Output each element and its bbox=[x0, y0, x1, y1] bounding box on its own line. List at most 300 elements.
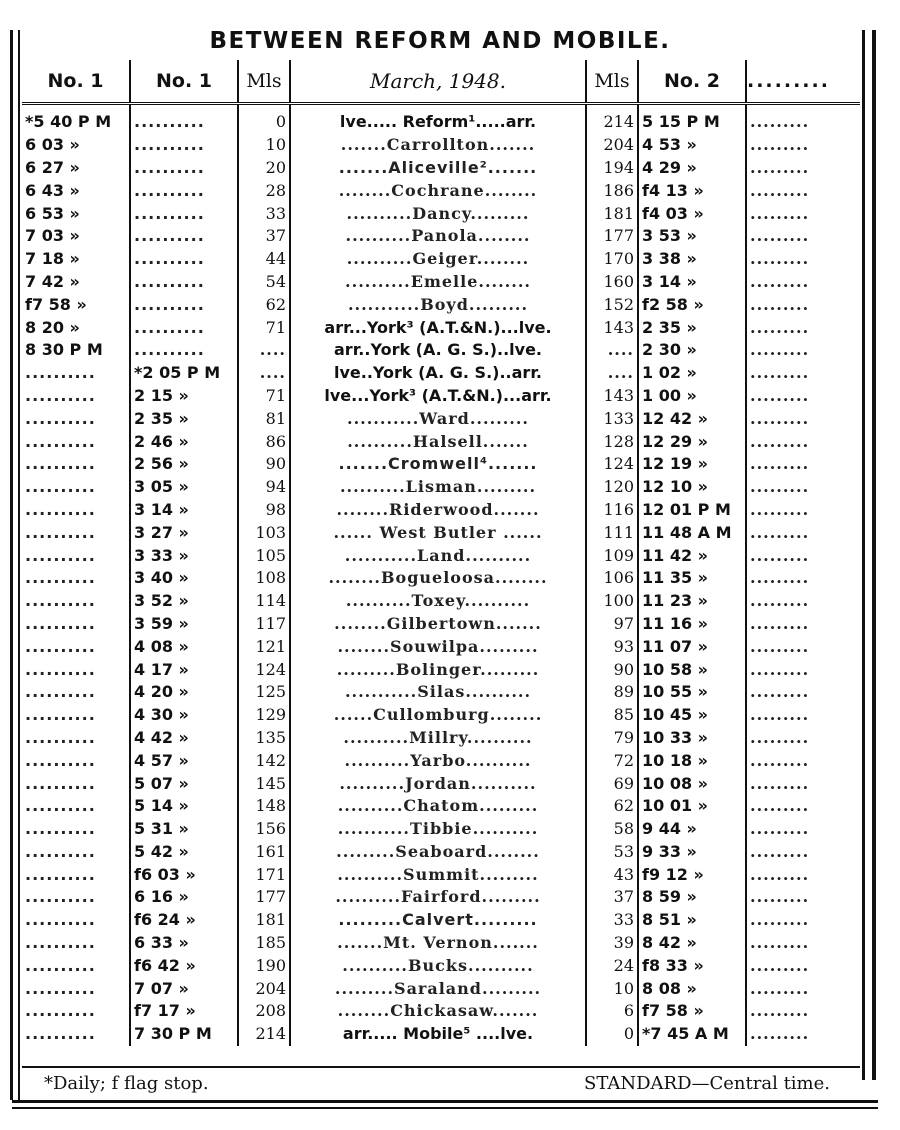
miles-from-mobile: 128 bbox=[586, 430, 638, 453]
train2-time: 3 53 » bbox=[638, 225, 746, 248]
miles-from-reform: 10 bbox=[238, 134, 290, 157]
miles-from-reform: 161 bbox=[238, 841, 290, 864]
miles-from-mobile: 143 bbox=[586, 316, 638, 339]
train2-time: 11 23 » bbox=[638, 590, 746, 613]
blank-column: ......... bbox=[750, 135, 810, 155]
header-no2: No. 2 bbox=[638, 60, 746, 104]
station-name: .........Saraland......... bbox=[290, 977, 586, 1000]
train1-time: .......... bbox=[22, 521, 130, 544]
miles-from-reform: 135 bbox=[238, 727, 290, 750]
miles-from-reform: 28 bbox=[238, 179, 290, 202]
station-name: ...........Ward......... bbox=[290, 407, 586, 430]
station-name: .........Calvert......... bbox=[290, 909, 586, 932]
miles-from-reform: 204 bbox=[238, 977, 290, 1000]
miles-from-mobile: 62 bbox=[586, 795, 638, 818]
header-no1-northbound: No. 1 bbox=[22, 60, 130, 104]
miles-from-reform: 71 bbox=[238, 316, 290, 339]
blank-column: ......... bbox=[750, 157, 810, 177]
train2-time: 1 00 » bbox=[638, 385, 746, 408]
train1-time: .......... bbox=[22, 886, 130, 909]
train2-time: 11 07 » bbox=[638, 635, 746, 658]
train2-time: 10 33 » bbox=[638, 727, 746, 750]
station-name: ..........Bucks.......... bbox=[290, 954, 586, 977]
miles-from-mobile: 177 bbox=[586, 225, 638, 248]
train1b-time: .......... bbox=[130, 316, 238, 339]
train2-time: 5 15 P M bbox=[638, 104, 746, 134]
blank-column: ......... bbox=[750, 499, 810, 519]
miles-from-mobile: 72 bbox=[586, 749, 638, 772]
miles-from-mobile: 106 bbox=[586, 567, 638, 590]
miles-from-mobile: 111 bbox=[586, 521, 638, 544]
station-name: ..........Emelle........ bbox=[290, 271, 586, 294]
train2-time: 1 02 » bbox=[638, 362, 746, 385]
table-row bbox=[22, 362, 860, 385]
blank-column: ......... bbox=[750, 978, 810, 998]
blank-column: ......... bbox=[750, 431, 810, 451]
blank-column: ......... bbox=[750, 727, 810, 747]
miles-from-mobile: 10 bbox=[586, 977, 638, 1000]
table-row bbox=[22, 658, 860, 681]
station-name: .......Mt. Vernon....... bbox=[290, 932, 586, 955]
miles-from-mobile: .... bbox=[586, 362, 638, 385]
blank-column: ......... bbox=[750, 477, 810, 497]
train2-time: 10 18 » bbox=[638, 749, 746, 772]
train1b-time: 3 05 » bbox=[130, 476, 238, 499]
station-name: ..........Yarbo.......... bbox=[290, 749, 586, 772]
station-name: arr..... Mobile⁵ ....lve. bbox=[290, 1023, 586, 1046]
station-name: ...........Tibbie.......... bbox=[290, 818, 586, 841]
station-name: ...........Boyd......... bbox=[290, 293, 586, 316]
blank-column: ......... bbox=[750, 841, 810, 861]
train2-time: 4 53 » bbox=[638, 134, 746, 157]
train2-time: 4 29 » bbox=[638, 157, 746, 180]
table-row bbox=[22, 225, 860, 248]
train2-time: 3 38 » bbox=[638, 248, 746, 271]
miles-from-mobile: 89 bbox=[586, 681, 638, 704]
train1b-time: 3 27 » bbox=[130, 521, 238, 544]
train1b-time: 4 20 » bbox=[130, 681, 238, 704]
station-name: ...... West Butler ...... bbox=[290, 521, 586, 544]
train1-time: .......... bbox=[22, 1023, 130, 1046]
blank-column: ......... bbox=[750, 203, 810, 223]
train1b-time: 3 40 » bbox=[130, 567, 238, 590]
station-name: ...........Silas.......... bbox=[290, 681, 586, 704]
miles-from-reform: 208 bbox=[238, 1000, 290, 1023]
station-name: lve..York (A. G. S.)..arr. bbox=[290, 362, 586, 385]
table-row bbox=[22, 202, 860, 225]
miles-from-mobile: 124 bbox=[586, 453, 638, 476]
miles-from-reform: 62 bbox=[238, 293, 290, 316]
train1-time: .......... bbox=[22, 385, 130, 408]
train1-time: .......... bbox=[22, 795, 130, 818]
miles-from-mobile: 194 bbox=[586, 157, 638, 180]
train1-time: .......... bbox=[22, 430, 130, 453]
blank-column: ......... bbox=[750, 933, 810, 953]
station-name: ..........Halsell....... bbox=[290, 430, 586, 453]
miles-from-mobile: 120 bbox=[586, 476, 638, 499]
miles-from-reform: 86 bbox=[238, 430, 290, 453]
blank-column: ......... bbox=[750, 1001, 810, 1021]
table-row bbox=[22, 681, 860, 704]
blank-column: ......... bbox=[750, 819, 810, 839]
blank-column: ......... bbox=[750, 910, 810, 930]
train1-time: .......... bbox=[22, 613, 130, 636]
blank-column: ......... bbox=[750, 955, 810, 975]
station-name: ..........Millry.......... bbox=[290, 727, 586, 750]
blank-column: ......... bbox=[750, 659, 810, 679]
train1b-time: 4 57 » bbox=[130, 749, 238, 772]
header-miles-left: Mls bbox=[238, 60, 290, 104]
train1-time: f7 58 » bbox=[22, 293, 130, 316]
station-name: ..........Panola........ bbox=[290, 225, 586, 248]
train2-time: f9 12 » bbox=[638, 863, 746, 886]
blank-column: ......... bbox=[750, 864, 810, 884]
station-name: lve...York³ (A.T.&N.)...arr. bbox=[290, 385, 586, 408]
train2-time: f2 58 » bbox=[638, 293, 746, 316]
train2-time: 3 14 » bbox=[638, 271, 746, 294]
timetable bbox=[22, 60, 860, 1046]
train2-time: 2 30 » bbox=[638, 339, 746, 362]
train2-time: 12 19 » bbox=[638, 453, 746, 476]
train1b-time: 2 35 » bbox=[130, 407, 238, 430]
table-row bbox=[22, 271, 860, 294]
miles-from-mobile: 33 bbox=[586, 909, 638, 932]
train2-time: 8 42 » bbox=[638, 932, 746, 955]
blank-column: ......... bbox=[750, 887, 810, 907]
train1b-time: .......... bbox=[130, 202, 238, 225]
table-row bbox=[22, 613, 860, 636]
train1-time: .......... bbox=[22, 453, 130, 476]
miles-from-mobile: 181 bbox=[586, 202, 638, 225]
blank-column: ......... bbox=[750, 271, 810, 291]
miles-from-reform: 37 bbox=[238, 225, 290, 248]
blank-column: ......... bbox=[750, 385, 810, 405]
train1b-time: 3 52 » bbox=[130, 590, 238, 613]
train1b-time: 3 33 » bbox=[130, 544, 238, 567]
train2-time: 12 42 » bbox=[638, 407, 746, 430]
timetable-title: BETWEEN REFORM AND MOBILE. bbox=[209, 28, 671, 54]
footer-legend: *Daily; f flag stop. bbox=[44, 1073, 209, 1094]
miles-from-reform: 103 bbox=[238, 521, 290, 544]
train1-time: .......... bbox=[22, 977, 130, 1000]
train1b-time: .......... bbox=[130, 179, 238, 202]
miles-from-mobile: 100 bbox=[586, 590, 638, 613]
train1b-time: 4 30 » bbox=[130, 704, 238, 727]
train1b-time: 6 16 » bbox=[130, 886, 238, 909]
train1-time: .......... bbox=[22, 544, 130, 567]
blank-column: ......... bbox=[750, 636, 810, 656]
train1-time: .......... bbox=[22, 681, 130, 704]
station-name: ..........Dancy......... bbox=[290, 202, 586, 225]
train2-time: 8 08 » bbox=[638, 977, 746, 1000]
table-row bbox=[22, 749, 860, 772]
blank-column: ......... bbox=[750, 112, 810, 132]
station-name: .......Cromwell⁴....... bbox=[290, 453, 586, 476]
table-row bbox=[22, 954, 860, 977]
train1-time: 8 30 P M bbox=[22, 339, 130, 362]
table-row bbox=[22, 977, 860, 1000]
blank-column: ......... bbox=[750, 796, 810, 816]
train1-time: .......... bbox=[22, 567, 130, 590]
train1b-time: f6 24 » bbox=[130, 909, 238, 932]
train1-time: .......... bbox=[22, 476, 130, 499]
train1-time: 8 20 » bbox=[22, 316, 130, 339]
miles-from-mobile: 214 bbox=[586, 104, 638, 134]
table-row bbox=[22, 704, 860, 727]
header-miles-right: Mls bbox=[586, 60, 638, 104]
station-name: ..........Chatom......... bbox=[290, 795, 586, 818]
station-name: ........Cochrane........ bbox=[290, 179, 586, 202]
right-border-outer bbox=[872, 30, 876, 1080]
miles-from-mobile: 53 bbox=[586, 841, 638, 864]
train1-time: 6 53 » bbox=[22, 202, 130, 225]
table-row bbox=[22, 772, 860, 795]
table-row bbox=[22, 795, 860, 818]
train2-time: 2 35 » bbox=[638, 316, 746, 339]
train1b-time: 7 30 P M bbox=[130, 1023, 238, 1046]
train2-time: 11 48 A M bbox=[638, 521, 746, 544]
train2-time: 12 10 » bbox=[638, 476, 746, 499]
train2-time: 8 59 » bbox=[638, 886, 746, 909]
table-row bbox=[22, 407, 860, 430]
table-row bbox=[22, 863, 860, 886]
station-name: ..........Summit......... bbox=[290, 863, 586, 886]
blank-column: ......... bbox=[750, 294, 810, 314]
train1-time: .......... bbox=[22, 932, 130, 955]
train1b-time: .......... bbox=[130, 293, 238, 316]
train1-time: .......... bbox=[22, 749, 130, 772]
train1-time: .......... bbox=[22, 909, 130, 932]
left-border-inner bbox=[18, 30, 20, 1100]
blank-column: ......... bbox=[750, 1024, 810, 1044]
table-row bbox=[22, 567, 860, 590]
table-row bbox=[22, 499, 860, 522]
miles-from-mobile: 85 bbox=[586, 704, 638, 727]
station-name: ...........Land.......... bbox=[290, 544, 586, 567]
train1b-time: 2 15 » bbox=[130, 385, 238, 408]
miles-from-reform: 90 bbox=[238, 453, 290, 476]
station-name: .........Seaboard........ bbox=[290, 841, 586, 864]
table-row bbox=[22, 1000, 860, 1023]
station-name: ..........Toxey.......... bbox=[290, 590, 586, 613]
train1b-time: 4 17 » bbox=[130, 658, 238, 681]
table-row bbox=[22, 476, 860, 499]
table-row bbox=[22, 521, 860, 544]
table-row bbox=[22, 818, 860, 841]
miles-from-mobile: 37 bbox=[586, 886, 638, 909]
miles-from-reform: 114 bbox=[238, 590, 290, 613]
miles-from-mobile: 58 bbox=[586, 818, 638, 841]
miles-from-mobile: 43 bbox=[586, 863, 638, 886]
bottom-rule-2 bbox=[12, 1107, 878, 1109]
miles-from-reform: 117 bbox=[238, 613, 290, 636]
train2-time: f4 13 » bbox=[638, 179, 746, 202]
blank-column: ......... bbox=[750, 682, 810, 702]
train2-time: 11 16 » bbox=[638, 613, 746, 636]
blank-column: ......... bbox=[750, 454, 810, 474]
miles-from-mobile: 0 bbox=[586, 1023, 638, 1046]
train1-time: .......... bbox=[22, 772, 130, 795]
miles-from-reform: 145 bbox=[238, 772, 290, 795]
blank-column: ......... bbox=[750, 180, 810, 200]
station-name: ........Riderwood....... bbox=[290, 499, 586, 522]
train2-time: 9 44 » bbox=[638, 818, 746, 841]
header-row bbox=[22, 60, 860, 104]
miles-from-reform: 54 bbox=[238, 271, 290, 294]
miles-from-mobile: 170 bbox=[586, 248, 638, 271]
train2-time: 8 51 » bbox=[638, 909, 746, 932]
miles-from-mobile: 39 bbox=[586, 932, 638, 955]
station-name: arr..York (A. G. S.)..lve. bbox=[290, 339, 586, 362]
blank-column: ......... bbox=[750, 591, 810, 611]
train1-time: .......... bbox=[22, 818, 130, 841]
train1b-time: .......... bbox=[130, 157, 238, 180]
station-name: ..........Geiger........ bbox=[290, 248, 586, 271]
miles-from-reform: 129 bbox=[238, 704, 290, 727]
blank-column: ......... bbox=[750, 705, 810, 725]
table-row bbox=[22, 134, 860, 157]
left-border-outer bbox=[10, 30, 13, 1100]
miles-from-mobile: 69 bbox=[586, 772, 638, 795]
train1-time: .......... bbox=[22, 954, 130, 977]
table-row bbox=[22, 385, 860, 408]
train1-time: .......... bbox=[22, 1000, 130, 1023]
table-row bbox=[22, 430, 860, 453]
train1b-time: 7 07 » bbox=[130, 977, 238, 1000]
train2-time: *7 45 A M bbox=[638, 1023, 746, 1046]
miles-from-reform: 108 bbox=[238, 567, 290, 590]
train2-time: 11 35 » bbox=[638, 567, 746, 590]
miles-from-mobile: 160 bbox=[586, 271, 638, 294]
station-name: ..........Jordan.......... bbox=[290, 772, 586, 795]
miles-from-mobile: 116 bbox=[586, 499, 638, 522]
blank-column: ......... bbox=[750, 249, 810, 269]
train2-time: 10 58 » bbox=[638, 658, 746, 681]
train2-time: 12 29 » bbox=[638, 430, 746, 453]
train1b-time: .......... bbox=[130, 271, 238, 294]
miles-from-reform: 94 bbox=[238, 476, 290, 499]
miles-from-mobile: 186 bbox=[586, 179, 638, 202]
train1b-time: 2 56 » bbox=[130, 453, 238, 476]
miles-from-reform: 20 bbox=[238, 157, 290, 180]
train1-time: .......... bbox=[22, 841, 130, 864]
station-name: ..........Fairford......... bbox=[290, 886, 586, 909]
table-row bbox=[22, 841, 860, 864]
miles-from-reform: 124 bbox=[238, 658, 290, 681]
blank-column: ......... bbox=[750, 226, 810, 246]
train1-time: .......... bbox=[22, 863, 130, 886]
train2-time: 10 08 » bbox=[638, 772, 746, 795]
station-name: .........Bolinger......... bbox=[290, 658, 586, 681]
train1b-time: f7 17 » bbox=[130, 1000, 238, 1023]
miles-from-reform: 214 bbox=[238, 1023, 290, 1046]
table-row bbox=[22, 453, 860, 476]
miles-from-reform: 33 bbox=[238, 202, 290, 225]
table-row bbox=[22, 590, 860, 613]
train2-time: 12 01 P M bbox=[638, 499, 746, 522]
table-row bbox=[22, 157, 860, 180]
miles-from-reform: .... bbox=[238, 362, 290, 385]
table-row bbox=[22, 1023, 860, 1046]
miles-from-reform: 142 bbox=[238, 749, 290, 772]
blank-column: ......... bbox=[750, 340, 810, 360]
blank-column: ......... bbox=[750, 363, 810, 383]
blank-column: ......... bbox=[750, 317, 810, 337]
train2-time: 9 33 » bbox=[638, 841, 746, 864]
miles-from-mobile: 24 bbox=[586, 954, 638, 977]
station-name: lve..... Reform¹.....arr. bbox=[290, 104, 586, 134]
table-row bbox=[22, 339, 860, 362]
train1b-time: 4 08 » bbox=[130, 635, 238, 658]
table-row bbox=[22, 293, 860, 316]
station-name: ........Gilbertown....... bbox=[290, 613, 586, 636]
train2-time: 10 55 » bbox=[638, 681, 746, 704]
train1b-time: *2 05 P M bbox=[130, 362, 238, 385]
miles-from-reform: 156 bbox=[238, 818, 290, 841]
train1b-time: f6 42 » bbox=[130, 954, 238, 977]
train1-time: .......... bbox=[22, 635, 130, 658]
train1b-time: .......... bbox=[130, 104, 238, 134]
miles-from-reform: 81 bbox=[238, 407, 290, 430]
miles-from-mobile: 143 bbox=[586, 385, 638, 408]
miles-from-reform: 121 bbox=[238, 635, 290, 658]
train1-time: 7 18 » bbox=[22, 248, 130, 271]
blank-column: ......... bbox=[750, 545, 810, 565]
train1-time: 7 42 » bbox=[22, 271, 130, 294]
table-row bbox=[22, 316, 860, 339]
train1-time: .......... bbox=[22, 407, 130, 430]
header-no1-second: No. 1 bbox=[130, 60, 238, 104]
train1b-time: 3 14 » bbox=[130, 499, 238, 522]
train1-time: .......... bbox=[22, 727, 130, 750]
miles-from-mobile: 90 bbox=[586, 658, 638, 681]
miles-from-mobile: 133 bbox=[586, 407, 638, 430]
miles-from-reform: 105 bbox=[238, 544, 290, 567]
train1-time: .......... bbox=[22, 590, 130, 613]
table-row bbox=[22, 104, 860, 134]
miles-from-reform: 171 bbox=[238, 863, 290, 886]
header-blank: ......... bbox=[746, 60, 860, 104]
station-name: ........Bogueloosa........ bbox=[290, 567, 586, 590]
train1b-time: .......... bbox=[130, 339, 238, 362]
train1b-time: 2 46 » bbox=[130, 430, 238, 453]
miles-from-mobile: 6 bbox=[586, 1000, 638, 1023]
train1-time: 6 03 » bbox=[22, 134, 130, 157]
train1-time: .......... bbox=[22, 362, 130, 385]
header-date: March, 1948. bbox=[290, 60, 586, 104]
miles-from-reform: 71 bbox=[238, 385, 290, 408]
miles-from-reform: 0 bbox=[238, 104, 290, 134]
blank-column: ......... bbox=[750, 613, 810, 633]
train2-time: f4 03 » bbox=[638, 202, 746, 225]
train1-time: 6 43 » bbox=[22, 179, 130, 202]
train1-time: .......... bbox=[22, 658, 130, 681]
miles-from-reform: .... bbox=[238, 339, 290, 362]
train1b-time: f6 03 » bbox=[130, 863, 238, 886]
table-row bbox=[22, 886, 860, 909]
station-name: ......Cullomburg........ bbox=[290, 704, 586, 727]
blank-column: ......... bbox=[750, 773, 810, 793]
train1b-time: 6 33 » bbox=[130, 932, 238, 955]
table-row bbox=[22, 635, 860, 658]
bottom-rule-1 bbox=[12, 1100, 878, 1103]
blank-column: ......... bbox=[750, 568, 810, 588]
station-name: ........Souwilpa......... bbox=[290, 635, 586, 658]
miles-from-reform: 181 bbox=[238, 909, 290, 932]
station-name: ........Chickasaw....... bbox=[290, 1000, 586, 1023]
train1b-time: .......... bbox=[130, 225, 238, 248]
miles-from-reform: 148 bbox=[238, 795, 290, 818]
